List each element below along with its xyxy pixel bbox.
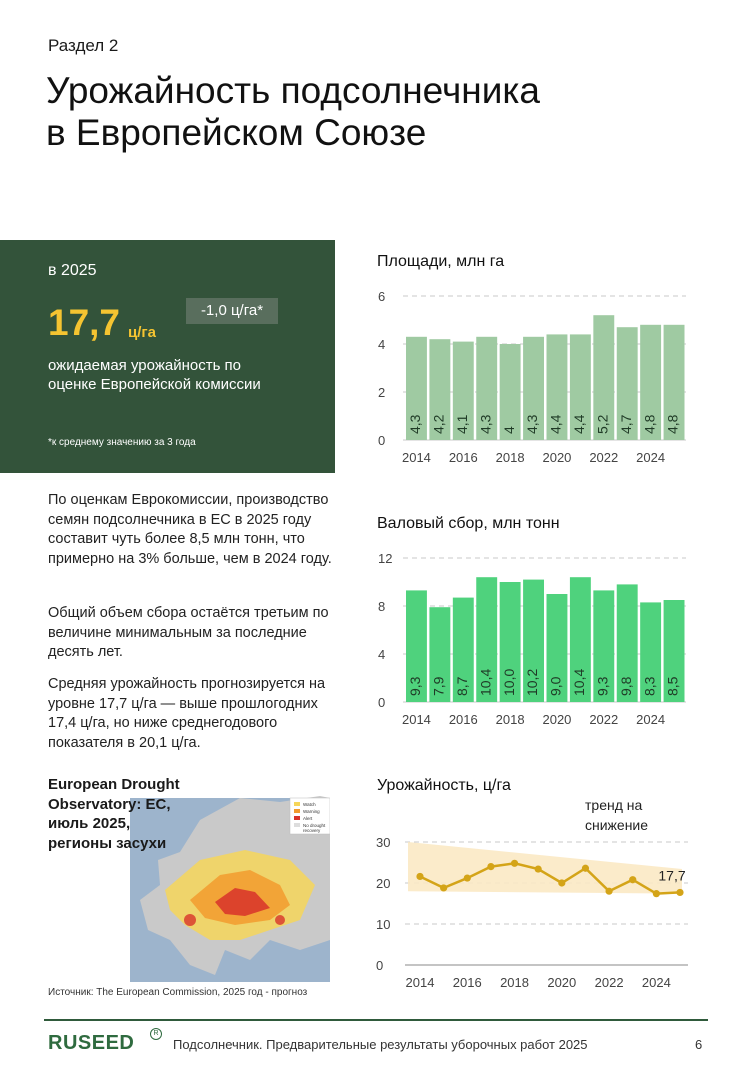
- x-tick-label: 2014: [401, 450, 431, 465]
- kpi-value: 17,7: [48, 302, 121, 343]
- yield-point: [440, 884, 447, 891]
- kpi-description: ожидаемая урожайность по оценке Европейской комиссии: [48, 357, 261, 393]
- bar-value-label: 9,3: [594, 676, 611, 696]
- map-alert-spot: [184, 914, 196, 926]
- x-tick-label: 2024: [636, 712, 666, 727]
- registered-mark-icon: R: [150, 1028, 162, 1040]
- page-title: [46, 70, 540, 154]
- bar-value-label: 4,8: [641, 414, 658, 434]
- footer-divider: [44, 1019, 708, 1021]
- bar-value-label: 8,5: [664, 676, 681, 696]
- kpi-year: в 2025: [48, 262, 97, 279]
- bar-value-label: 10,0: [500, 668, 517, 696]
- x-tick-label: 2022: [589, 712, 619, 727]
- bar-value-label: 10,4: [477, 668, 494, 696]
- brand-logo: RUSEED: [48, 1032, 135, 1054]
- bar-value-label: 4,7: [617, 414, 634, 434]
- bar-value-label: 10,4: [571, 668, 588, 696]
- map-title: European Drought Observatory: ЕС, июль 2025, регионы засухи: [48, 776, 180, 852]
- y-tick-label: 0: [378, 695, 386, 710]
- kpi-footnote: *к среднему значению за 3 года: [48, 437, 196, 448]
- y-tick-label: 0: [378, 433, 386, 448]
- footer-text: Подсолнечник. Предварительные результаты уборочных работ 2025: [173, 1037, 588, 1052]
- x-tick-label: 2022: [589, 450, 619, 465]
- yield-point: [416, 873, 423, 880]
- bar-value-label: 7,9: [430, 676, 447, 696]
- map-alert-spot: [275, 915, 285, 925]
- yield-point: [676, 889, 683, 896]
- x-tick-label: 2020: [542, 450, 572, 465]
- legend-recovery: recovery: [303, 828, 321, 833]
- yield-point: [582, 865, 589, 872]
- bar-value-label: 4,2: [430, 414, 447, 434]
- paragraph-production: По оценкам Еврокомиссии, производство семян подсолнечника в ЕС в 2025 году составит чуть более 8,5 млн тонн, что примерно на 3% больше, чем в 2024 году.: [48, 492, 332, 567]
- yield-point: [487, 863, 494, 870]
- chart-harvest: [360, 546, 700, 736]
- title-line-2: в Европейском Союзе: [46, 112, 427, 153]
- bar-value-label: 4,3: [407, 414, 424, 434]
- x-tick-label: 2024: [636, 450, 666, 465]
- last-value-label: 17,7: [658, 867, 686, 884]
- yield-point: [464, 874, 471, 881]
- y-tick-label: 6: [378, 289, 386, 304]
- y-tick-label: 8: [378, 599, 386, 614]
- yield-point: [558, 879, 565, 886]
- x-tick-label: 2020: [542, 712, 572, 727]
- x-tick-label: 2024: [641, 975, 671, 990]
- legend-watch: Watch: [303, 802, 316, 807]
- kpi-unit: ц/га: [128, 324, 156, 341]
- source-note: Источник: The European Commission, 2025 год - прогноз: [48, 987, 308, 998]
- legend-alert: Alert: [303, 816, 313, 821]
- y-tick-label: 12: [378, 551, 393, 566]
- x-tick-label: 2014: [401, 712, 431, 727]
- legend-alert-swatch: [294, 816, 300, 820]
- bar-value-label: 5,2: [594, 414, 611, 434]
- kpi-card: [0, 240, 335, 473]
- yield-point: [605, 888, 612, 895]
- chart-yield: [360, 828, 700, 993]
- chart-harvest-title: Валовый сбор, млн тонн: [377, 515, 560, 532]
- bar-value-label: 4,8: [664, 414, 681, 434]
- bar-value-label: 4,3: [477, 414, 494, 434]
- legend-nodrought: No drought: [303, 823, 326, 828]
- bar-value-label: 8,3: [641, 676, 658, 696]
- yield-point: [535, 865, 542, 872]
- paragraph-yield: Средняя урожайность прогнозируется на уровне 17,7 ц/га — выше прошлогодних 17,4 ц/га, но ниже среднегодового показателя в 20,1 ц/га.: [48, 676, 326, 751]
- bar-value-label: 4,4: [571, 414, 588, 434]
- bar-value-label: 9,0: [547, 676, 564, 696]
- x-tick-label: 2014: [405, 975, 435, 990]
- yield-point: [511, 860, 518, 867]
- bar-value-label: 4,4: [547, 414, 564, 434]
- y-tick-label: 0: [376, 958, 384, 973]
- bar-value-label: 10,2: [524, 668, 541, 696]
- x-tick-label: 2022: [594, 975, 624, 990]
- x-tick-label: 2020: [547, 975, 577, 990]
- bar-value-label: 9,8: [617, 676, 634, 696]
- y-tick-label: 30: [376, 835, 391, 850]
- page-number: 6: [695, 1037, 703, 1052]
- bar-value-label: 4,3: [524, 414, 541, 434]
- chart-area-title: Площади, млн га: [377, 253, 505, 270]
- trend-annotation: тренд на снижение: [585, 797, 649, 833]
- section-label: Раздел 2: [48, 36, 119, 55]
- yield-point: [653, 890, 660, 897]
- x-tick-label: 2016: [448, 712, 478, 727]
- x-tick-label: 2018: [495, 712, 525, 727]
- chart-yield-title: Урожайность, ц/га: [377, 777, 511, 794]
- x-tick-label: 2018: [500, 975, 530, 990]
- y-tick-label: 4: [378, 337, 386, 352]
- yield-point: [629, 876, 636, 883]
- legend-nodrought-swatch: [294, 823, 300, 827]
- x-tick-label: 2016: [448, 450, 478, 465]
- bar-value-label: 8,7: [453, 676, 470, 696]
- paragraph-volume: Общий объем сбора остаётся третьим по величине минимальным за последние десять лет.: [48, 605, 329, 660]
- legend-watch-swatch: [294, 802, 300, 806]
- x-tick-label: 2016: [452, 975, 482, 990]
- bar: [500, 344, 521, 440]
- y-tick-label: 10: [376, 917, 391, 932]
- chart-area: [360, 284, 700, 474]
- bar-value-label: 9,3: [407, 676, 424, 696]
- legend-warning-swatch: [294, 809, 300, 813]
- bar-value-label: 4,1: [453, 414, 470, 434]
- kpi-delta-badge: -1,0 ц/га*: [186, 298, 278, 324]
- y-tick-label: 4: [378, 647, 386, 662]
- legend-warning: Warning: [303, 809, 320, 814]
- bar-value-label: 4: [500, 426, 517, 434]
- y-tick-label: 2: [378, 385, 386, 400]
- y-tick-label: 20: [376, 876, 391, 891]
- x-tick-label: 2018: [495, 450, 525, 465]
- title-line-1: Урожайность подсолнечника: [46, 70, 540, 111]
